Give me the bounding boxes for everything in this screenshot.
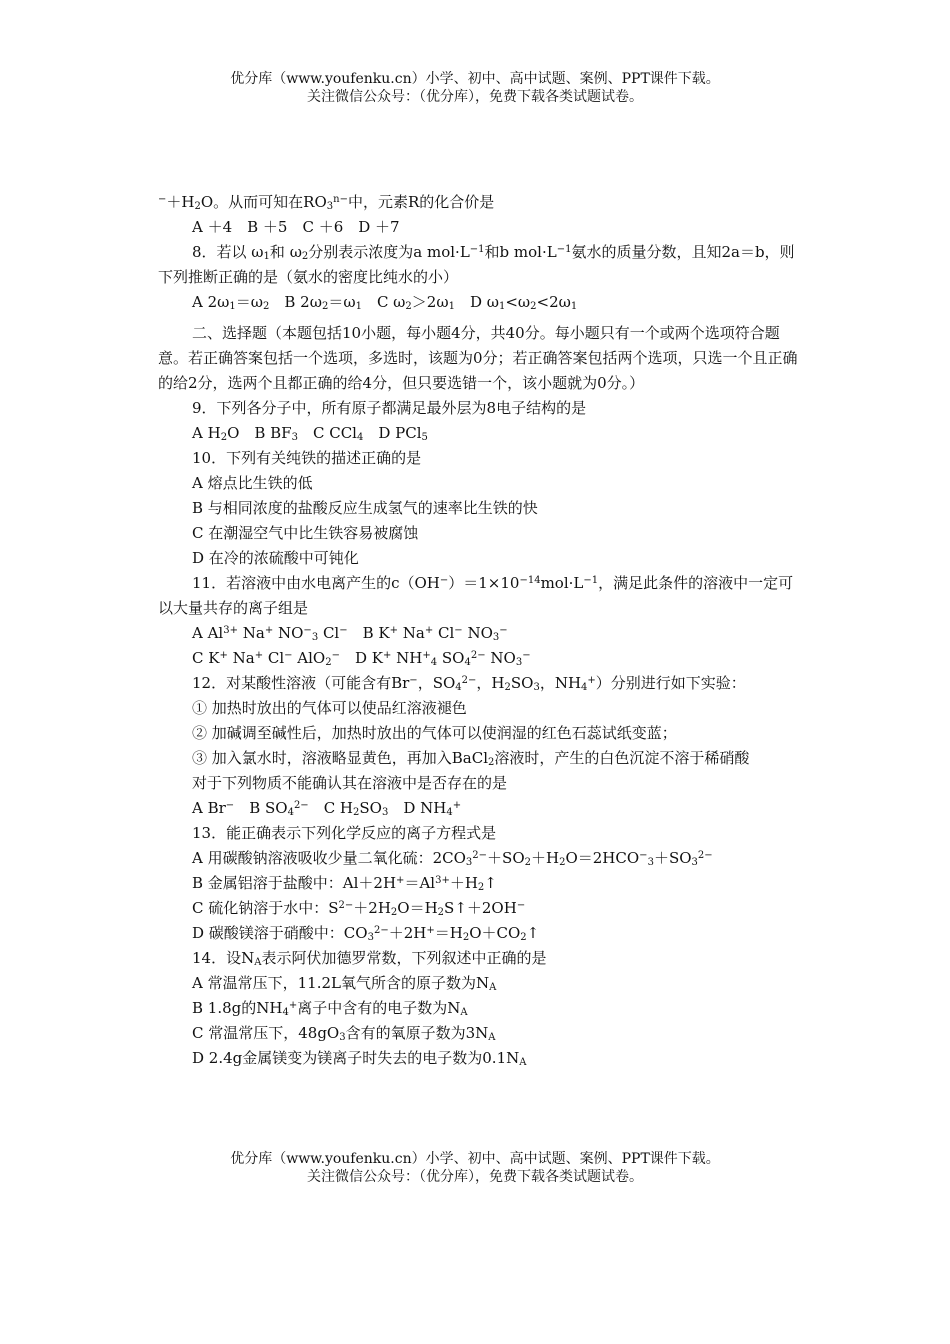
q9-stem: 9．下列各分子中，所有原子都满足最外层为8电子结构的是 <box>192 399 587 417</box>
section2-intro: 二、选择题（本题包括10小题，每小题4分，共40分。每小题只有一个或两个选项符合题意。若正确答案包括一个选项，多选时，该题为0分；若正确答案包括两个选项，只选一个且正确的给2分，选两个且都正确的给4分，但只要选错一个，该小题就为0分。） <box>158 324 798 392</box>
q12-experiment-3: ③ 加入氯水时，溶液略显黄色，再加入BaCl$_2$溶液时，产生的白色沉淀不溶于稀硝酸 <box>192 749 750 768</box>
footer-line-1: 优分库（www.youfenku.cn）小学、初中、高中试题、案例、PPT课件下载。 <box>230 1151 720 1167</box>
q10-option-b: B 与相同浓度的盐酸反应生成氢气的速率比生铁的快 <box>192 499 538 517</box>
header-line-1: 优分库（www.youfenku.cn）小学、初中、高中试题、案例、PPT课件下载。 <box>230 71 720 87</box>
q7-options: A ＋4 B ＋5 C ＋6 D ＋7 <box>192 218 400 236</box>
q8-stem-text: 8．若以 $\omega_1$和 $\omega_2$分别表示浓度为a $mol\cdot L^{-1}$和b $mol\cdot L^{-1}$氨水的质量分数，且知2a＝b，则下列推断正确的是（氨水的密度比纯水的小） <box>158 243 795 286</box>
q14-option-c: C 常温常压下，$48gO_3$含有的氧原子数为$3N_A$ <box>192 1024 496 1043</box>
header-line-2: 关注微信公众号：（优分库），免费下载各类试题试卷。 <box>307 89 643 105</box>
q13-option-b: B 金属铝溶于盐酸中：$Al+2H^+=Al^{3+}+H_2↑$ <box>192 874 497 893</box>
page-header <box>0 70 950 106</box>
q12-experiment-2: ② 加碱调至碱性后，加热时放出的气体可以使润湿的红色石蕊试纸变蓝； <box>192 724 677 742</box>
q10-option-d: D 在冷的浓硫酸中可钝化 <box>192 549 359 567</box>
q11-options-cd: C K+ Na+ Cl− AlO$_2$− D K+ $NH^+_4$ $SO_4^{2-}$ $NO_3^-$ <box>192 649 531 668</box>
q13-option-c: C 硫化钠溶于水中：$S^{2-}+2H_2O=H_2S↑+2OH^-$ <box>192 899 526 918</box>
q14-option-b: B 1.8g的$NH_4^+$离子中含有的电子数为$N_A$ <box>192 999 468 1018</box>
q13-stem: 13．能正确表示下列化学反应的离子方程式是 <box>192 824 497 842</box>
q12-question: 对于下列物质不能确认其在溶液中是否存在的是 <box>192 774 508 792</box>
q7-tail: $^-+H_2O$。从而可知在$RO_3^{n-}$中，元素R的化合价是 <box>158 193 495 212</box>
q13-option-d: D 碳酸镁溶于硝酸中：$CO_3^{2-}+2H^+=H_2O+CO_2↑$ <box>192 924 540 943</box>
q12-options: A Br− B $SO_4^{2-}$ C $H_2SO_3$ D $NH_4^+$ <box>192 799 462 818</box>
footer-line-2: 关注微信公众号：（优分库），免费下载各类试题试卷。 <box>307 1169 643 1185</box>
q11-stem: 11．若溶液中由水电离产生的$c(OH^-)=1\times 10^{-14}mol\cdot L^{-1}$，满足此条件的溶液中一定可以大量共存的离子组是 <box>158 574 794 617</box>
q8-stem <box>158 240 798 290</box>
page-footer <box>0 1150 950 1186</box>
q12-stem: 12．对某酸性溶液（可能含有Br−，$SO_4^{2-}$，$H_2SO_3$，$NH_4^+$）分别进行如下实验： <box>192 674 746 693</box>
exam-content <box>158 190 798 1071</box>
q10-stem: 10．下列有关纯铁的描述正确的是 <box>192 449 422 467</box>
q14-stem: 14．设$N_A$表示阿伏加德罗常数，下列叙述中正确的是 <box>192 949 547 968</box>
q10-option-a: A 熔点比生铁的低 <box>192 474 313 492</box>
q8-options: A $2\omega_1=\omega_2$ B $2\omega_2=\omega_1$ C $\omega_2>2\omega_1$ D $\omega_1<\omega_2<2\omega_1$ <box>192 293 578 312</box>
q10-option-c: C 在潮湿空气中比生铁容易被腐蚀 <box>192 524 419 542</box>
q9-options: A $H_2O$ B $BF_3$ C CCl$_4$ D PCl$_5$ <box>192 424 428 443</box>
q13-option-a: A 用碳酸钠溶液吸收少量二氧化硫：$2CO_3^{2-}+SO_2+H_2O=2HCO^-_3+SO_3^{2-}$ <box>192 849 713 868</box>
q14-option-a: A 常温常压下，11.2L氧气所含的原子数为$N_A$ <box>192 974 497 993</box>
q11-options-ab: A $Al^{3+}$ Na+ $NO^-_3$ Cl− B K+ Na+ Cl− $NO_3^-$ <box>192 624 508 643</box>
q12-experiment-1: ① 加热时放出的气体可以使品红溶液褪色 <box>192 699 467 717</box>
q14-option-d: D 2.4g金属镁变为镁离子时失去的电子数为$0.1N_A$ <box>192 1049 527 1068</box>
